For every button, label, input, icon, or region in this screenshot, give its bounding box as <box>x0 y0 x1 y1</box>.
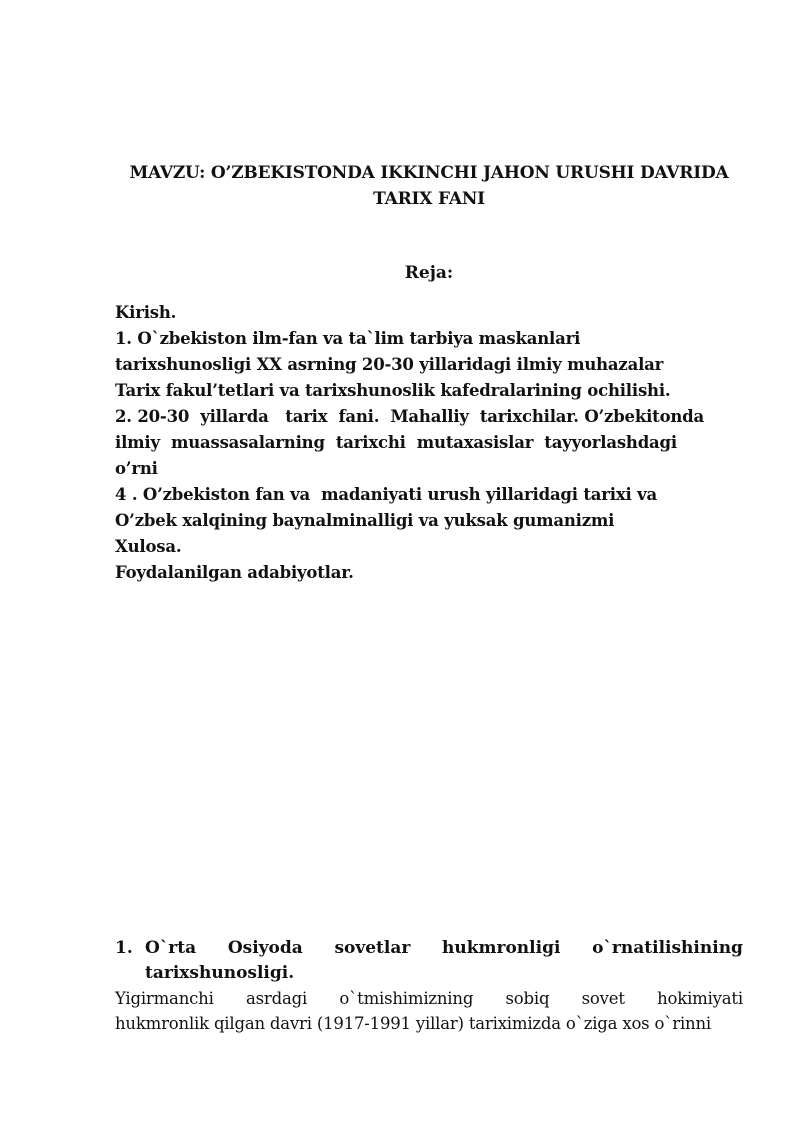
section-heading-word: Osiyoda <box>227 938 303 958</box>
body-word: o`tmishimizning <box>339 989 474 1008</box>
plan-line: Tarix fakul’tetlari va tarixshunoslik kafedralarining ochilishi. <box>115 381 671 400</box>
plan-line: o’rni <box>115 459 158 478</box>
plan-line: 2. 20-30 yillarda tarix fani. Mahalliy tarixchilar. O’zbekitonda <box>115 407 704 426</box>
section-heading-word <box>115 936 196 961</box>
plan-line: O’zbek xalqining baynalminalligi va yuksak gumanizmi <box>115 511 615 530</box>
body-word: asrdagi <box>246 989 308 1008</box>
plan-line: 4 . O’zbekiston fan va madaniyati urush yillaridagi tarixi va <box>115 485 657 504</box>
title-line-2: TARIX FANI <box>373 189 485 209</box>
plan-line: Xulosa. <box>115 537 182 556</box>
section-heading-word: sovetlar <box>334 938 411 958</box>
plan-line: Foydalanilgan adabiyotlar. <box>115 563 354 582</box>
section-heading-word: hukmronligi <box>442 938 561 958</box>
body-word: Yigirmanchi <box>115 989 214 1008</box>
document-title <box>110 160 748 212</box>
body-word: sobiq <box>505 989 550 1008</box>
plan-line: ilmiy muassasalarning tarixchi mutaxasislar tayyorlashdagi <box>115 433 677 452</box>
body-paragraph <box>115 986 743 1036</box>
title-line-1: MAVZU: O’ZBEKISTONDA IKKINCHI JAHON URUSHI DAVRIDA <box>129 163 729 183</box>
section-heading-line-2: tarixshunosligi. <box>145 963 295 983</box>
section-heading <box>115 936 743 986</box>
body-word: hokimiyati <box>657 989 743 1008</box>
plan-line: 1. O`zbekiston ilm-fan va ta`lim tarbiya maskanlari <box>115 329 581 348</box>
body-word: sovet <box>581 989 625 1008</box>
section-heading-word: o`rnatilishining <box>592 938 743 958</box>
plan-list <box>115 300 740 586</box>
section-number: 1. <box>115 938 133 958</box>
plan-heading: Reja: <box>404 263 454 283</box>
plan-line: tarixshunosligi XX asrning 20-30 yillaridagi ilmiy muhazalar <box>115 355 664 374</box>
body-line-1 <box>115 986 743 1011</box>
section-heading-word: O`rta <box>145 938 197 958</box>
body-line-2: hukmronlik qilgan davri (1917-1991 yillar) tariximizda o`ziga xos o`rinni <box>115 1014 711 1033</box>
plan-line: Kirish. <box>115 303 177 322</box>
